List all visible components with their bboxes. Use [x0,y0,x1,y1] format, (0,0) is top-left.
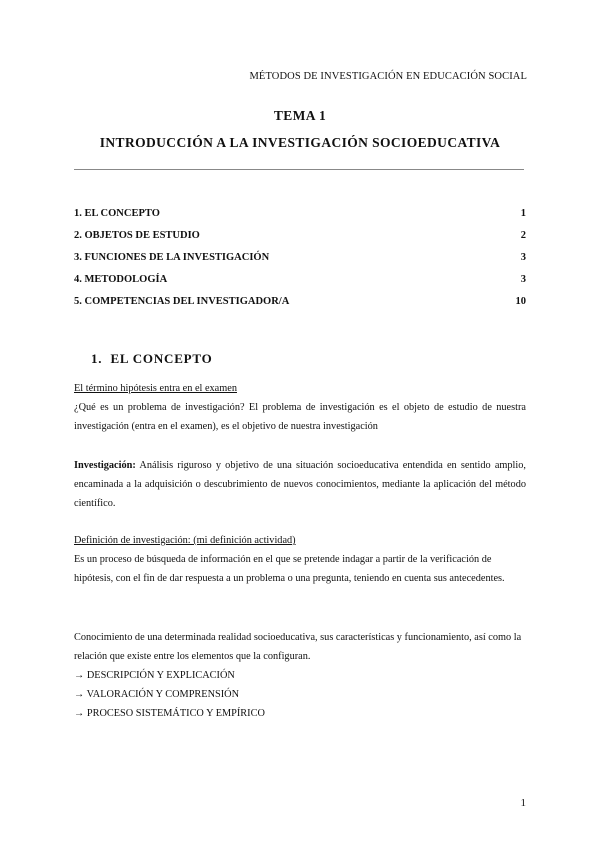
arrow-list-item: → PROCESO SISTEMÁTICO Y EMPÍRICO [74,708,265,719]
definition-paragraph [74,456,526,513]
page-title-line2: INTRODUCCIÓN A LA INVESTIGACIÓN SOCIOEDUCATIVA [99,135,501,150]
toc-entry-page: 10 [515,296,526,307]
exam-note: El término hipótesis entra en el examen [74,383,237,394]
toc-entry[interactable] [74,272,526,294]
toc-entry[interactable] [74,250,526,272]
definition-term: Investigación: [74,460,136,471]
toc-entry-label: 5. COMPETENCIAS DEL INVESTIGADOR/A [74,296,290,307]
toc-entry-page: 1 [520,208,526,219]
arrow-list-item: → DESCRIPCIÓN Y EXPLICACIÓN [74,670,235,681]
page-title-line1: TEMA 1 [273,108,327,123]
section-heading: 1. EL CONCEPTO [91,351,213,366]
toc-entry-label: 2. OBJETOS DE ESTUDIO [74,230,200,241]
toc-entry[interactable] [74,228,526,250]
title-divider [74,169,524,170]
problem-paragraph: ¿Qué es un problema de investigación? El problema de investigación es el objeto de estudio de nuestra investigación (entra en el examen), es el objetivo de nuestra investigación [74,402,526,432]
running-header: MÉTODOS DE INVESTIGACIÓN EN EDUCACIÓN SOCIAL [249,71,527,82]
toc-entry-label: 4. METODOLOGÍA [74,274,168,285]
toc-entry[interactable] [74,206,526,228]
own-definition-paragraph: Es un proceso de búsqueda de información en el que se pretende indagar a partir de la verificación de hipótesis, con el fin de dar respuesta a un problema o una pregunta, teniendo en cuenta sus antecedentes. [74,554,505,584]
toc-entry-page: 3 [520,274,526,285]
toc-entry-label: 1. EL CONCEPTO [74,208,160,219]
knowledge-paragraph: Conocimiento de una determinada realidad socioeducativa, sus características y funcionamiento, así como la relación que existe entre los elementos que la configuran. [74,632,522,662]
definition-subheading: Definición de investigación: (mi definición actividad) [74,535,296,546]
definition-text: Análisis riguroso y objetivo de una situación socioeducativa entendida en sentido amplio, encaminada a la adquisición o descubrimiento de nuevos conocimientos, mediante la aplicación del método científico. [74,460,526,509]
toc-entry[interactable] [74,294,526,316]
toc-entry-label: 3. FUNCIONES DE LA INVESTIGACIÓN [74,252,270,263]
toc-entry-page: 2 [520,230,526,241]
table-of-contents [74,206,526,316]
arrow-list-item: → VALORACIÓN Y COMPRENSIÓN [74,689,240,700]
page-number: 1 [520,797,526,809]
toc-entry-page: 3 [520,252,526,263]
